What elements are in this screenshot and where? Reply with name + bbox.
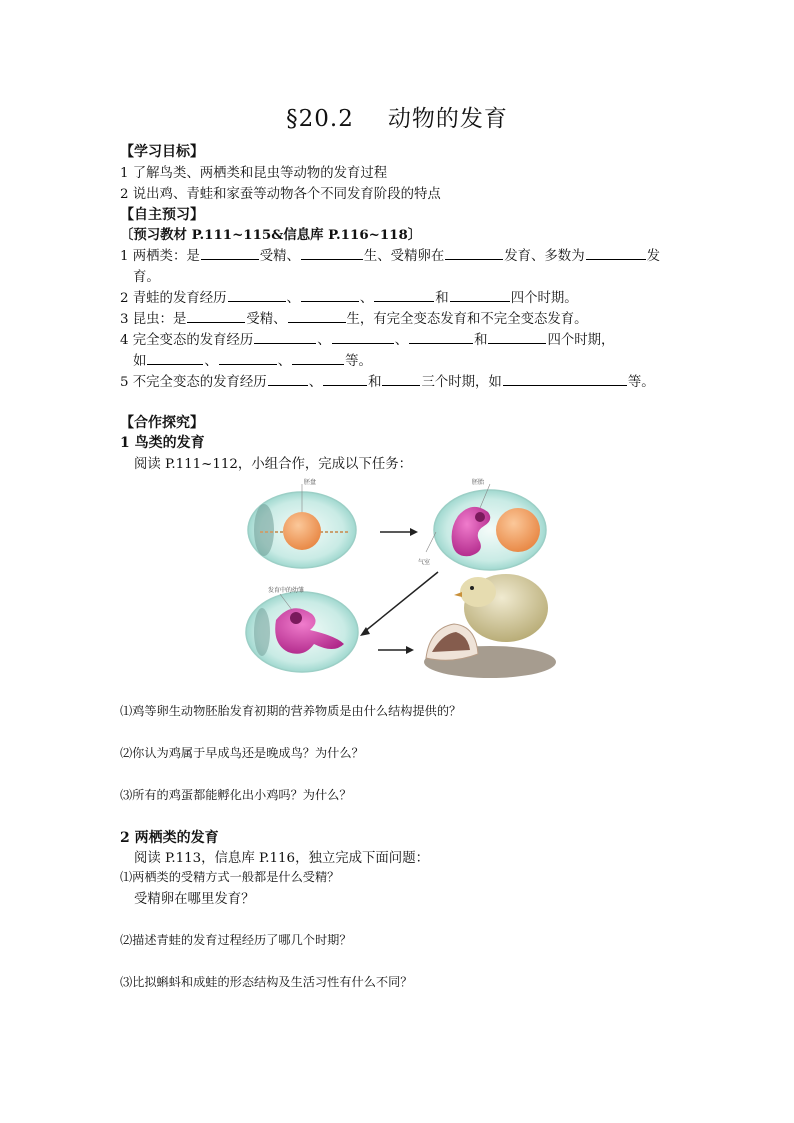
- bird-question: ⑵你认为鸡属于早成鸟还是晚成鸟？为什么？: [120, 746, 364, 760]
- egg-stage-2: [418, 478, 546, 570]
- label-blastodisc: 胚盘: [304, 479, 317, 486]
- egg-stage-3: [246, 586, 358, 672]
- amphibian-question: ⑵描述青蛙的发育过程经历了哪几个时期？: [120, 933, 352, 947]
- preview-q5: 5 不完全变态的发育经历 、 和 三个时期，如 等。: [120, 371, 655, 390]
- amphibian-question: ⑴两栖类的受精方式一般都是什么受精？: [120, 870, 340, 884]
- arrow-right-icon: [380, 528, 418, 536]
- bird-intro: 阅读 P.111~112，小组合作，完成以下任务：: [134, 457, 413, 472]
- page-title: §20.2 动物的发育: [286, 106, 508, 132]
- arrow-right-icon: [378, 646, 414, 654]
- preview-heading: 【自主预习】: [120, 207, 204, 223]
- amphibian-intro: 阅读 P.113，信息库 P.116，独立完成下面问题：: [134, 851, 429, 866]
- amphibian-question-cont: 受精卵在哪里发育？: [134, 892, 255, 907]
- label-air-cell: 气室: [418, 559, 431, 566]
- goal-item: 2 说出鸡、青蛙和家蚕等动物各个不同发育阶段的特点: [120, 187, 441, 202]
- hatched-chick: [424, 574, 556, 678]
- preview-ref: 〔预习教材 P.111~115&信息库 P.116~118〕: [120, 227, 422, 243]
- egg-development-illustration: [240, 472, 560, 686]
- label-embryo: 胚胎: [472, 479, 485, 486]
- egg-stage-1: [248, 478, 356, 568]
- preview-q2: 2 青蛙的发育经历 、 、 和 四个时期。: [120, 287, 578, 306]
- bird-heading: 1 鸟类的发育: [120, 435, 205, 451]
- egg-development-figure: [240, 472, 560, 686]
- preview-q4-cont: 如 、 、 等。: [133, 350, 372, 369]
- amphibian-question: ⑶比拟蝌蚪和成蛙的形态结构及生活习性有什么不同？: [120, 975, 413, 989]
- amphibian-heading: 2 两栖类的发育: [120, 830, 219, 846]
- preview-q3: 3 昆虫：是 受精、 生，有完全变态发育和不完全变态发育。: [120, 308, 588, 327]
- preview-q4: 4 完全变态的发育经历 、 、 和 四个时期，: [120, 329, 614, 348]
- preview-q1-cont: 育。: [133, 270, 160, 285]
- explore-heading: 【合作探究】: [120, 415, 204, 431]
- label-developing-chick: 发育中的幼雏: [268, 587, 305, 594]
- preview-q1: 1 两栖类：是 受精、 生、受精卵在 发育、多数为 发: [120, 245, 660, 264]
- arrow-down-left-icon: [360, 572, 438, 636]
- bird-question: ⑴鸡等卵生动物胚胎发育初期的营养物质是由什么结构提供的？: [120, 704, 462, 718]
- goal-item: 1 了解鸟类、两栖类和昆虫等动物的发育过程: [120, 166, 388, 181]
- bird-question: ⑶所有的鸡蛋都能孵化出小鸡吗？为什么？: [120, 788, 352, 802]
- goals-heading: 【学习目标】: [120, 144, 204, 160]
